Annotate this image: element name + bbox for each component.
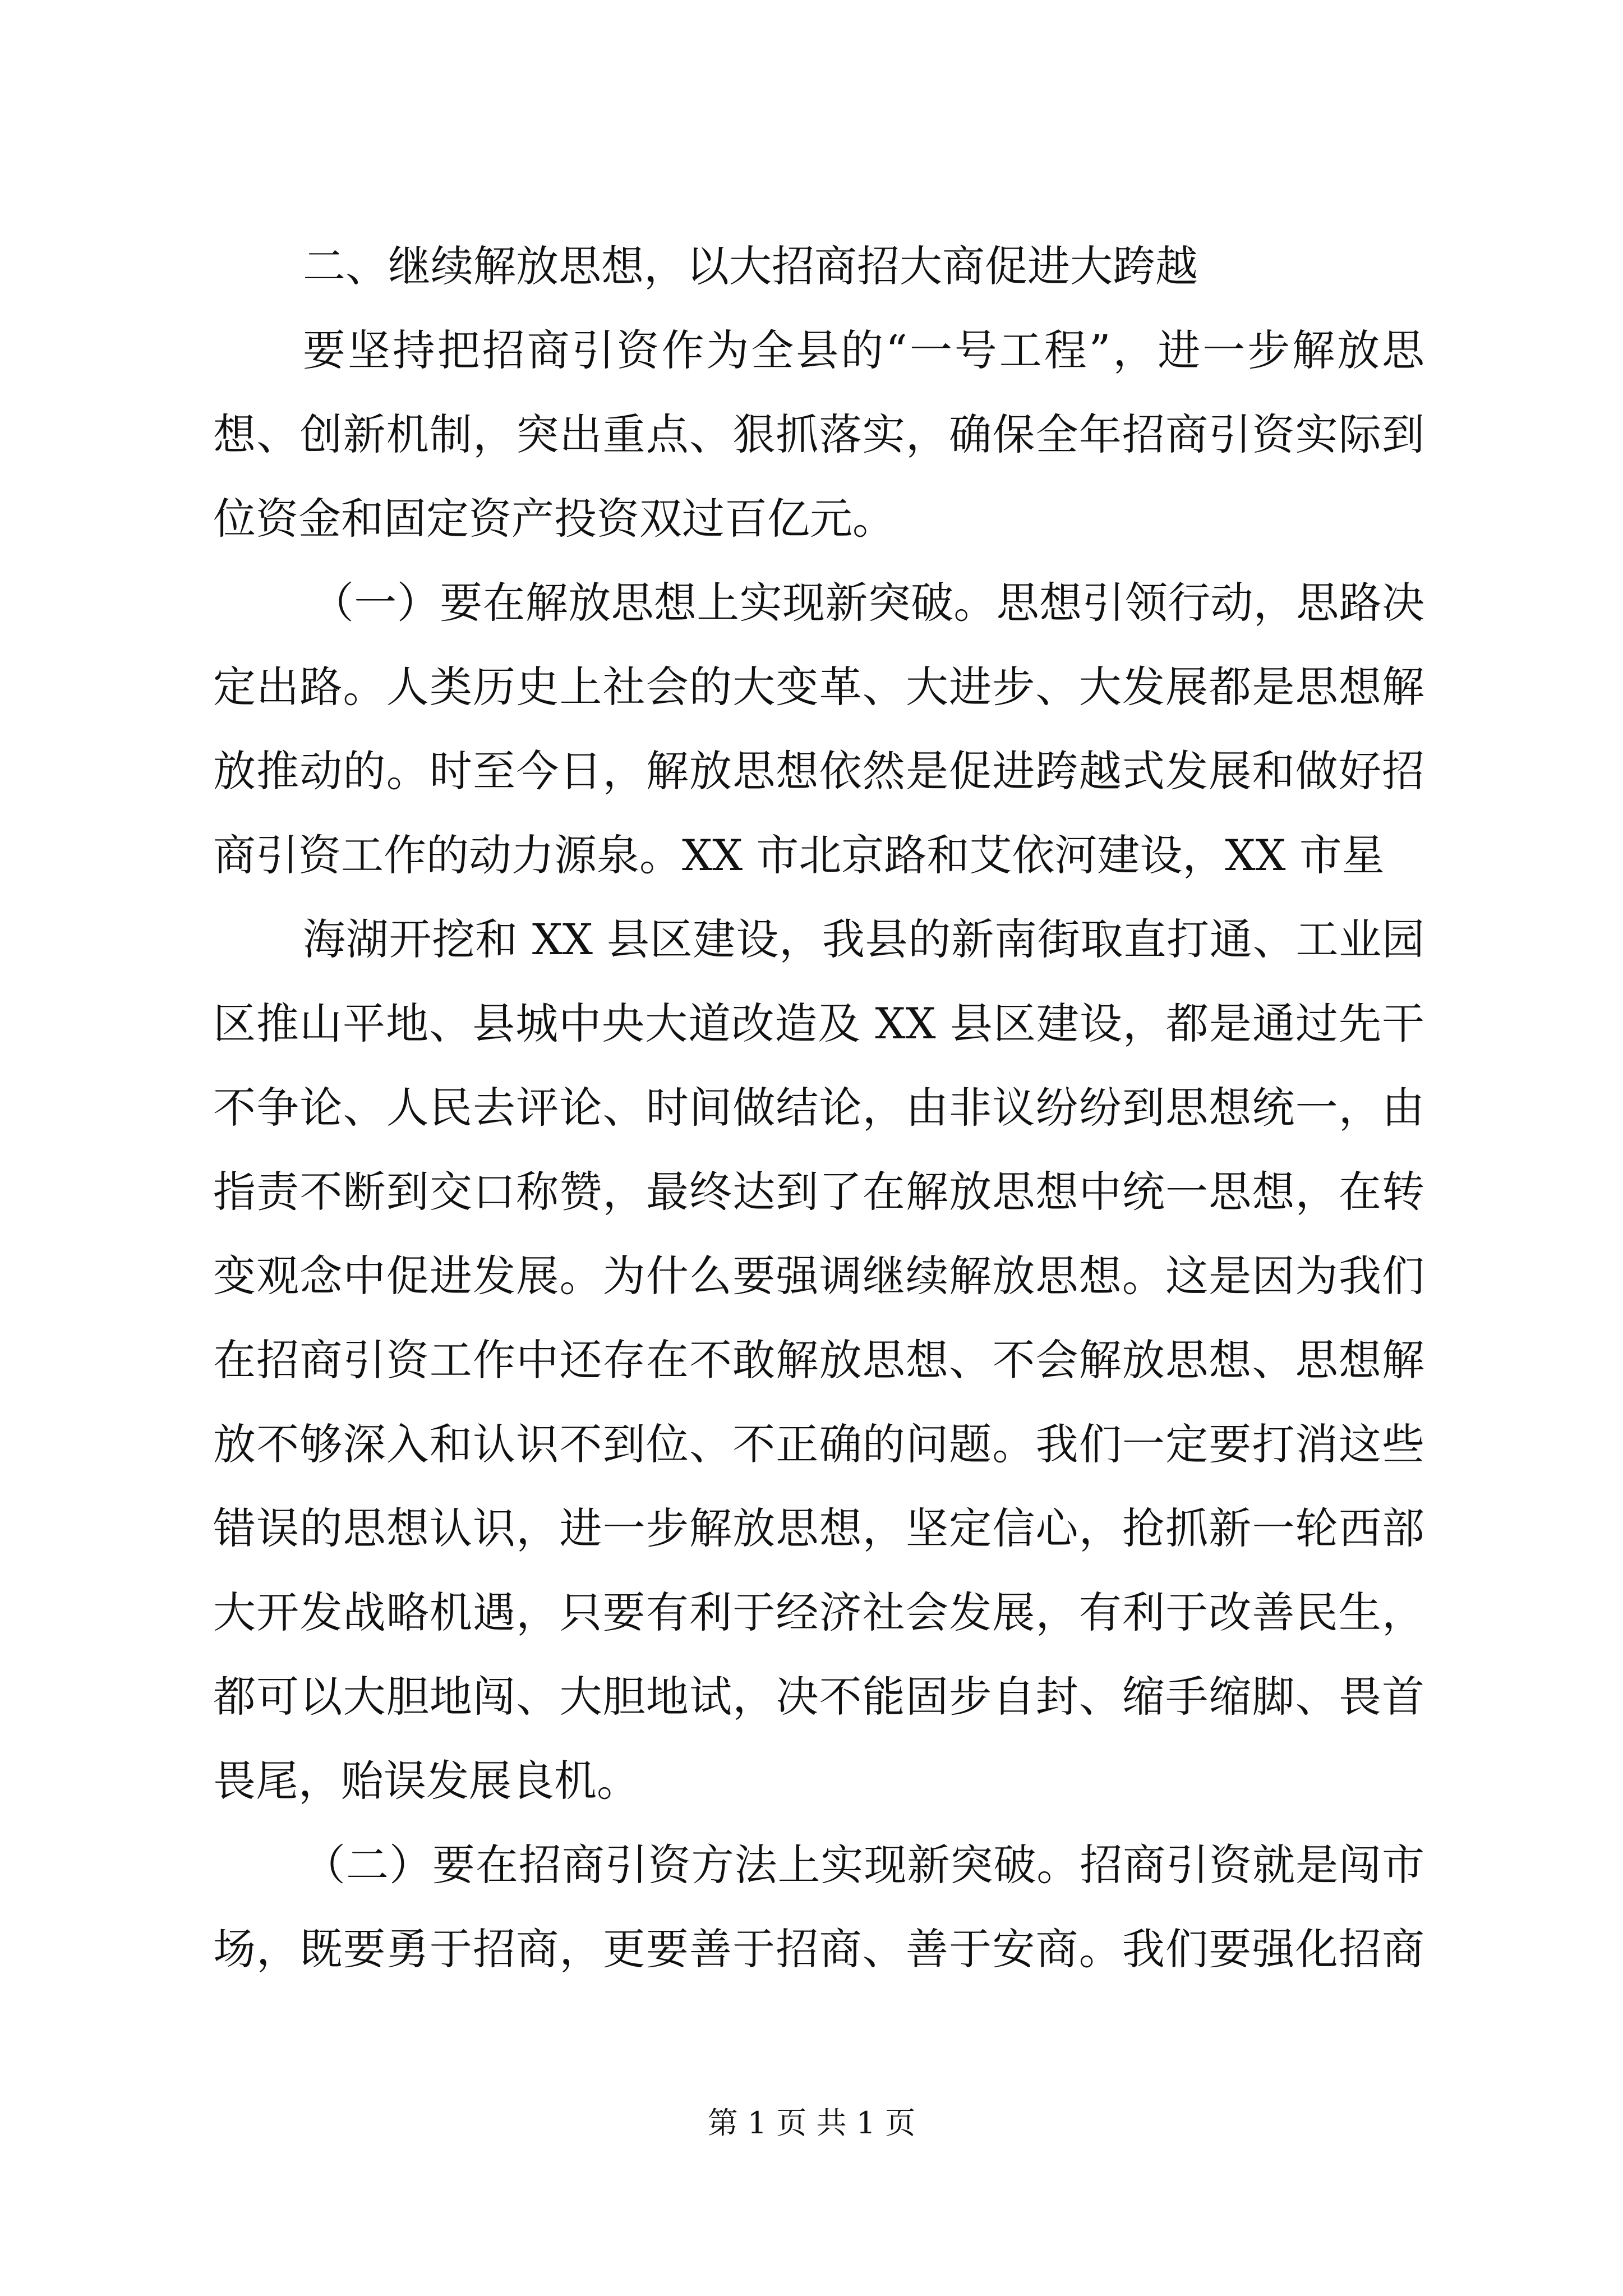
paragraph-line: 想、创新机制，突出重点、狠抓落实，确保全年招商引资实际到	[213, 409, 1424, 459]
paragraph-line: 大开发战略机遇，只要有利于经济社会发展，有利于改善民生，	[213, 1588, 1424, 1637]
paragraph-line: 放推动的。时至今日，解放思想依然是促进跨越式发展和做好招	[213, 746, 1424, 796]
paragraph-line: 区推山平地、县城中央大道改造及 XX 县区建设，都是通过先干	[213, 999, 1424, 1048]
page-number-footer: 第 1 页 共 1 页	[707, 2105, 916, 2141]
paragraph-line: 畏尾，贻误发展良机。	[213, 1756, 639, 1806]
paragraph-line: 位资金和固定资产投资双过百亿元。	[213, 494, 895, 544]
paragraph-line: 变观念中促进发展。为什么要强调继续解放思想。这是因为我们	[213, 1251, 1424, 1301]
paragraph-line: 在招商引资工作中还存在不敢解放思想、不会解放思想、思想解	[213, 1335, 1424, 1385]
paragraph-line: 定出路。人类历史上社会的大变革、大进步、大发展都是思想解	[213, 662, 1424, 712]
paragraph-line: 要坚持把招商引资作为全县的“一号工程”，进一步解放思	[303, 325, 1424, 375]
paragraph-line: 放不够深入和认识不到位、不正确的问题。我们一定要打消这些	[213, 1419, 1424, 1469]
paragraph-line: 海湖开挖和 XX 县区建设，我县的新南街取直打通、工业园	[303, 914, 1424, 964]
paragraph-line: 不争论、人民去评论、时间做结论，由非议纷纷到思想统一，由	[213, 1083, 1424, 1133]
paragraph-line: （二）要在招商引资方法上实现新突破。招商引资就是闯市	[303, 1840, 1424, 1890]
paragraph-line: 场，既要勇于招商，更要善于招商、善于安商。我们要强化招商	[213, 1924, 1424, 1974]
paragraph-line: 指责不断到交口称赞，最终达到了在解放思想中统一思想，在转	[213, 1167, 1424, 1217]
paragraph-line: （一）要在解放思想上实现新突破。思想引领行动，思路决	[311, 578, 1424, 628]
paragraph-line: 错误的思想认识，进一步解放思想，坚定信心，抢抓新一轮西部	[213, 1503, 1424, 1553]
paragraph-line: 都可以大胆地闯、大胆地试，决不能固步自封、缩手缩脚、畏首	[213, 1672, 1424, 1722]
section-heading: 二、继续解放思想，以大招商招大商促进大跨越	[303, 241, 1198, 291]
paragraph-line: 商引资工作的动力源泉。XX 市北京路和艾依河建设，XX 市星	[213, 830, 1385, 880]
